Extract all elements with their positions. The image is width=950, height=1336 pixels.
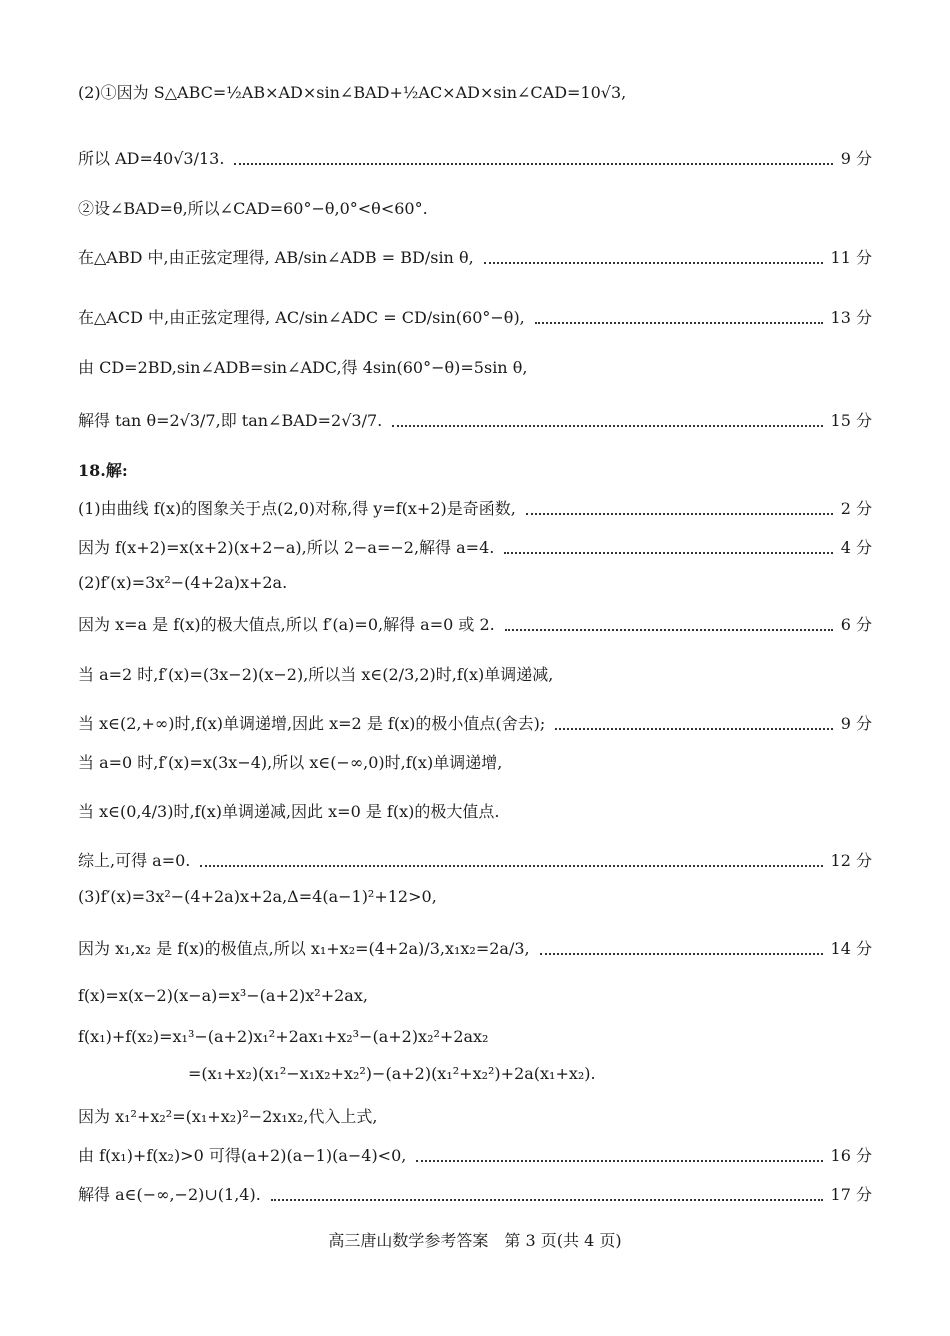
- answer-line: [78, 1143, 872, 1166]
- dot-leader: [392, 425, 822, 427]
- problem-heading: [78, 458, 872, 481]
- answer-text: 所以 AD=40√3/13.: [78, 149, 225, 168]
- dot-leader: [526, 513, 833, 515]
- score-label: 14 分: [830, 939, 872, 958]
- answer-text: f(x)=x(x−2)(x−a)=x³−(a+2)x²+2ax,: [78, 986, 368, 1005]
- answer-text: 在△ACD 中,由正弦定理得, AC/sin∠ADC = CD/sin(60°−θ),: [78, 308, 525, 327]
- answer-line: [78, 245, 872, 268]
- score-label: 4 分: [840, 538, 872, 557]
- answer-line: [78, 408, 872, 431]
- dot-leader: [504, 552, 832, 554]
- score-label: 15 分: [830, 411, 872, 430]
- answer-text: 当 x∈(2,+∞)时,f(x)单调递增,因此 x=2 是 f(x)的极小值点(舍去);: [78, 714, 546, 733]
- answer-line: [78, 711, 872, 734]
- answer-text: 解得 a∈(−∞,−2)∪(1,4).: [78, 1185, 261, 1204]
- answer-line: [78, 1104, 872, 1127]
- answer-line: [78, 535, 872, 558]
- dot-leader: [484, 262, 823, 264]
- answer-line: [78, 848, 872, 871]
- answer-text: 解得 tan θ=2√3/7,即 tan∠BAD=2√3/7.: [78, 411, 383, 430]
- answer-line: [78, 662, 872, 685]
- score-label: 13 分: [830, 308, 872, 327]
- score-label: 16 分: [830, 1146, 872, 1165]
- answer-line: [78, 146, 872, 169]
- answer-text: (1)由曲线 f(x)的图象关于点(2,0)对称,得 y=f(x+2)是奇函数,: [78, 499, 516, 518]
- answer-text: 当 x∈(0,4/3)时,f(x)单调递减,因此 x=0 是 f(x)的极大值点.: [78, 802, 500, 821]
- answer-line: [78, 196, 872, 219]
- answer-line: [78, 750, 872, 773]
- dot-leader: [234, 163, 832, 165]
- answer-line: [78, 936, 872, 959]
- answer-line: [78, 799, 872, 822]
- page-footer: 高三唐山数学参考答案 第 3 页(共 4 页): [328, 1231, 622, 1250]
- answer-text: =(x₁+x₂)(x₁²−x₁x₂+x₂²)−(a+2)(x₁²+x₂²)+2a(x₁+x₂).: [188, 1064, 596, 1083]
- dot-leader: [505, 629, 833, 631]
- answer-line: [78, 612, 872, 635]
- answer-text: 当 a=0 时,f′(x)=x(3x−4),所以 x∈(−∞,0)时,f(x)单调递增,: [78, 753, 503, 772]
- answer-line: [78, 1182, 872, 1205]
- answer-line: [78, 887, 872, 906]
- answer-line: [78, 1027, 872, 1046]
- answer-line: [78, 496, 872, 519]
- dot-leader: [200, 865, 822, 867]
- answer-text: 在△ABD 中,由正弦定理得, AB/sin∠ADB = BD/sin θ,: [78, 248, 474, 267]
- answer-text: ②设∠BAD=θ,所以∠CAD=60°−θ,0°<θ<60°.: [78, 199, 428, 218]
- answer-line: [78, 573, 872, 592]
- score-label: 11 分: [830, 248, 872, 267]
- answer-line: [78, 986, 872, 1005]
- answer-text: (3)f′(x)=3x²−(4+2a)x+2a,Δ=4(a−1)²+12>0,: [78, 887, 437, 906]
- dot-leader: [540, 953, 823, 955]
- problem-number: 18.解:: [78, 461, 128, 480]
- answer-text: (2)①因为 S△ABC=½AB×AD×sin∠BAD+½AC×AD×sin∠CAD=10√3,: [78, 83, 627, 102]
- answer-line: [78, 305, 872, 328]
- answer-text: f(x₁)+f(x₂)=x₁³−(a+2)x₁²+2ax₁+x₂³−(a+2)x₂²+2ax₂: [78, 1027, 489, 1046]
- answer-line: [78, 80, 872, 103]
- dot-leader: [271, 1199, 823, 1201]
- answer-text: 当 a=2 时,f′(x)=(3x−2)(x−2),所以当 x∈(2/3,2)时,f(x)单调递减,: [78, 665, 554, 684]
- answer-text: 因为 x₁²+x₂²=(x₁+x₂)²−2x₁x₂,代入上式,: [78, 1107, 378, 1126]
- score-label: 9 分: [840, 714, 872, 733]
- answer-text: 综上,可得 a=0.: [78, 851, 191, 870]
- score-label: 12 分: [830, 851, 872, 870]
- score-label: 6 分: [840, 615, 872, 634]
- answer-text: (2)f′(x)=3x²−(4+2a)x+2a.: [78, 573, 288, 592]
- answer-text: 因为 f(x+2)=x(x+2)(x+2−a),所以 2−a=−2,解得 a=4.: [78, 538, 495, 557]
- dot-leader: [535, 322, 823, 324]
- dot-leader: [416, 1160, 822, 1162]
- answer-text: 因为 x=a 是 f(x)的极大值点,所以 f′(a)=0,解得 a=0 或 2.: [78, 615, 495, 634]
- score-label: 9 分: [840, 149, 872, 168]
- answer-text: 由 f(x₁)+f(x₂)>0 可得(a+2)(a−1)(a−4)<0,: [78, 1146, 407, 1165]
- answer-line: [78, 355, 872, 378]
- answer-continuation: [188, 1064, 596, 1083]
- score-label: 17 分: [830, 1185, 872, 1204]
- score-label: 2 分: [840, 499, 872, 518]
- dot-leader: [555, 728, 833, 730]
- answer-text: 由 CD=2BD,sin∠ADB=sin∠ADC,得 4sin(60°−θ)=5sin θ,: [78, 358, 528, 377]
- answer-text: 因为 x₁,x₂ 是 f(x)的极值点,所以 x₁+x₂=(4+2a)/3,x₁x₂=2a/3,: [78, 939, 530, 958]
